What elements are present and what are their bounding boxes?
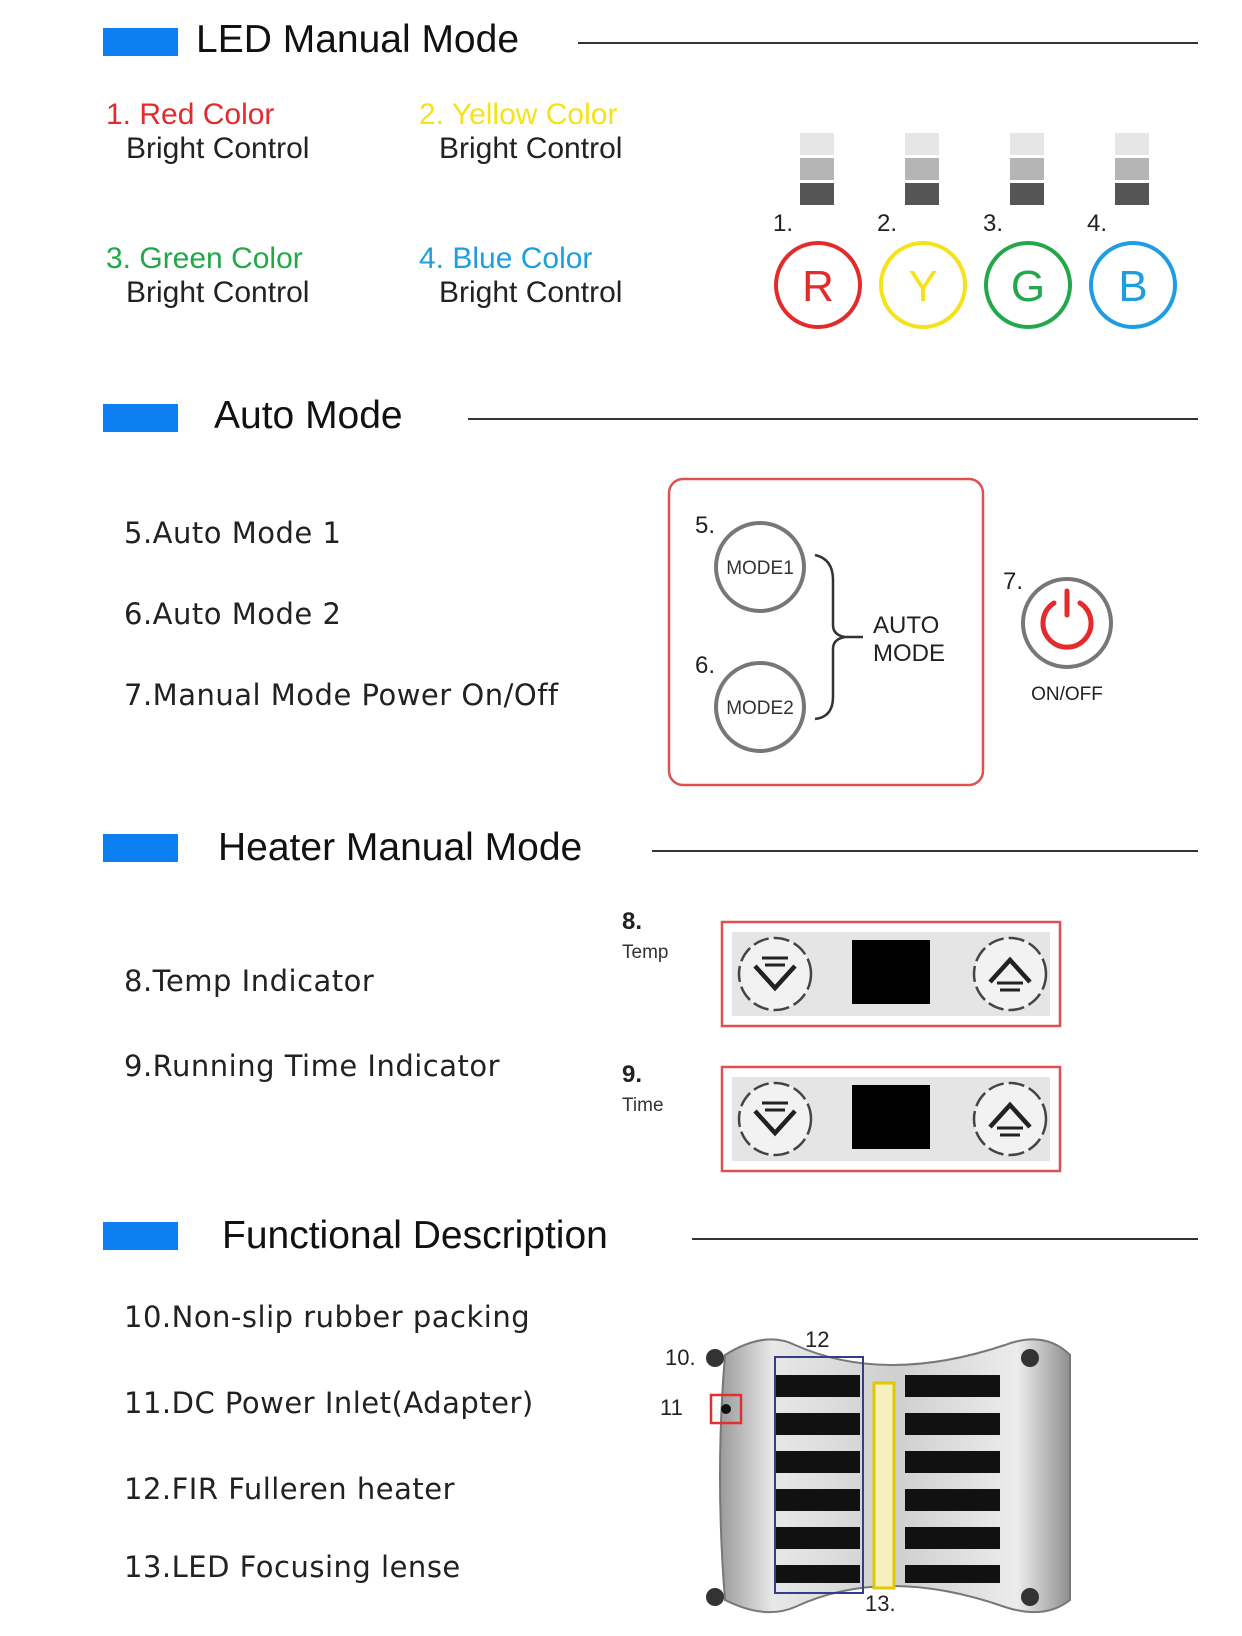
auto-item-1: 5.Auto Mode 1 — [124, 516, 342, 550]
mode1-button[interactable] — [716, 523, 804, 611]
time-number: 9. — [622, 1061, 643, 1088]
button-number-1: 1. — [773, 210, 794, 237]
button-number-2: 2. — [877, 210, 898, 237]
section-marker — [103, 834, 178, 862]
led-color-buttons — [765, 125, 1205, 335]
section-divider — [578, 42, 1198, 44]
button-number-3: 3. — [983, 210, 1004, 237]
yellow-color-label: 2. Yellow Color Bright Control — [419, 98, 623, 165]
rubber-foot — [706, 1349, 724, 1367]
brightness-bars-r — [800, 133, 834, 205]
func-item-11: 11.DC Power Inlet(Adapter) — [124, 1386, 534, 1420]
section-marker — [103, 1222, 178, 1250]
section-title-led: LED Manual Mode — [196, 18, 520, 61]
heater-item-temp: 8.Temp Indicator — [124, 964, 375, 998]
green-color-label: 3. Green Color Bright Control — [106, 242, 310, 309]
time-display — [852, 1085, 930, 1149]
yellow-button[interactable] — [881, 243, 965, 327]
power-label: ON/OFF — [1031, 684, 1103, 705]
section-divider — [468, 418, 1198, 420]
auto-mode-label-2: MODE — [873, 640, 945, 667]
func-item-13: 13.LED Focusing lense — [124, 1550, 461, 1584]
section-title-auto: Auto Mode — [214, 394, 403, 437]
label-11: 11 — [660, 1395, 683, 1420]
time-up-button[interactable] — [974, 1083, 1046, 1155]
mode1-number: 5. — [695, 512, 716, 539]
section-title-heater: Heater Manual Mode — [218, 826, 583, 869]
svg-text:R: R — [802, 262, 834, 311]
func-item-10: 10.Non-slip rubber packing — [124, 1300, 531, 1334]
led-lens-strip — [874, 1383, 894, 1588]
brightness-bars-g — [1010, 133, 1044, 205]
svg-text:Y: Y — [908, 262, 938, 311]
temp-up-button[interactable] — [974, 938, 1046, 1010]
red-button[interactable] — [776, 243, 860, 327]
red-color-label: 1. Red Color Bright Control — [106, 98, 310, 165]
power-button[interactable] — [1023, 579, 1111, 667]
temp-display — [852, 940, 930, 1004]
svg-text:MODE2: MODE2 — [726, 698, 794, 719]
section-divider — [692, 1238, 1198, 1240]
button-number-4: 4. — [1087, 210, 1108, 237]
func-item-12: 12.FIR Fulleren heater — [124, 1472, 456, 1506]
section-divider — [652, 850, 1198, 852]
blue-color-label: 4. Blue Color Bright Control — [419, 242, 623, 309]
auto-mode-panel — [665, 475, 1125, 795]
heater-item-time: 9.Running Time Indicator — [124, 1049, 501, 1083]
temp-number: 8. — [622, 908, 643, 935]
auto-item-3: 7.Manual Mode Power On/Off — [124, 678, 559, 712]
section-marker — [103, 404, 178, 432]
label-13: 13. — [865, 1591, 896, 1616]
dc-inlet — [721, 1404, 731, 1414]
power-number: 7. — [1003, 568, 1024, 595]
temp-label: Temp — [622, 942, 669, 963]
time-label: Time — [622, 1095, 664, 1116]
mode2-button[interactable] — [716, 663, 804, 751]
temp-control-panel — [720, 920, 1065, 1030]
auto-mode-label-1: AUTO — [873, 612, 940, 639]
auto-item-2: 6.Auto Mode 2 — [124, 597, 342, 631]
device-diagram — [660, 1325, 1095, 1625]
brightness-bars-y — [905, 133, 939, 205]
label-12: 12 — [805, 1327, 830, 1352]
section-title-func: Functional Description — [222, 1214, 608, 1257]
svg-text:MODE1: MODE1 — [726, 558, 794, 579]
mode2-number: 6. — [695, 652, 716, 679]
section-marker — [103, 28, 178, 56]
label-10: 10. — [665, 1345, 696, 1370]
green-button[interactable] — [986, 243, 1070, 327]
time-down-button[interactable] — [739, 1083, 811, 1155]
temp-down-button[interactable] — [739, 938, 811, 1010]
blue-button[interactable] — [1091, 243, 1175, 327]
svg-text:B: B — [1118, 262, 1148, 311]
brightness-bars-b — [1115, 133, 1149, 205]
time-control-panel — [720, 1065, 1065, 1175]
svg-text:G: G — [1010, 262, 1046, 311]
